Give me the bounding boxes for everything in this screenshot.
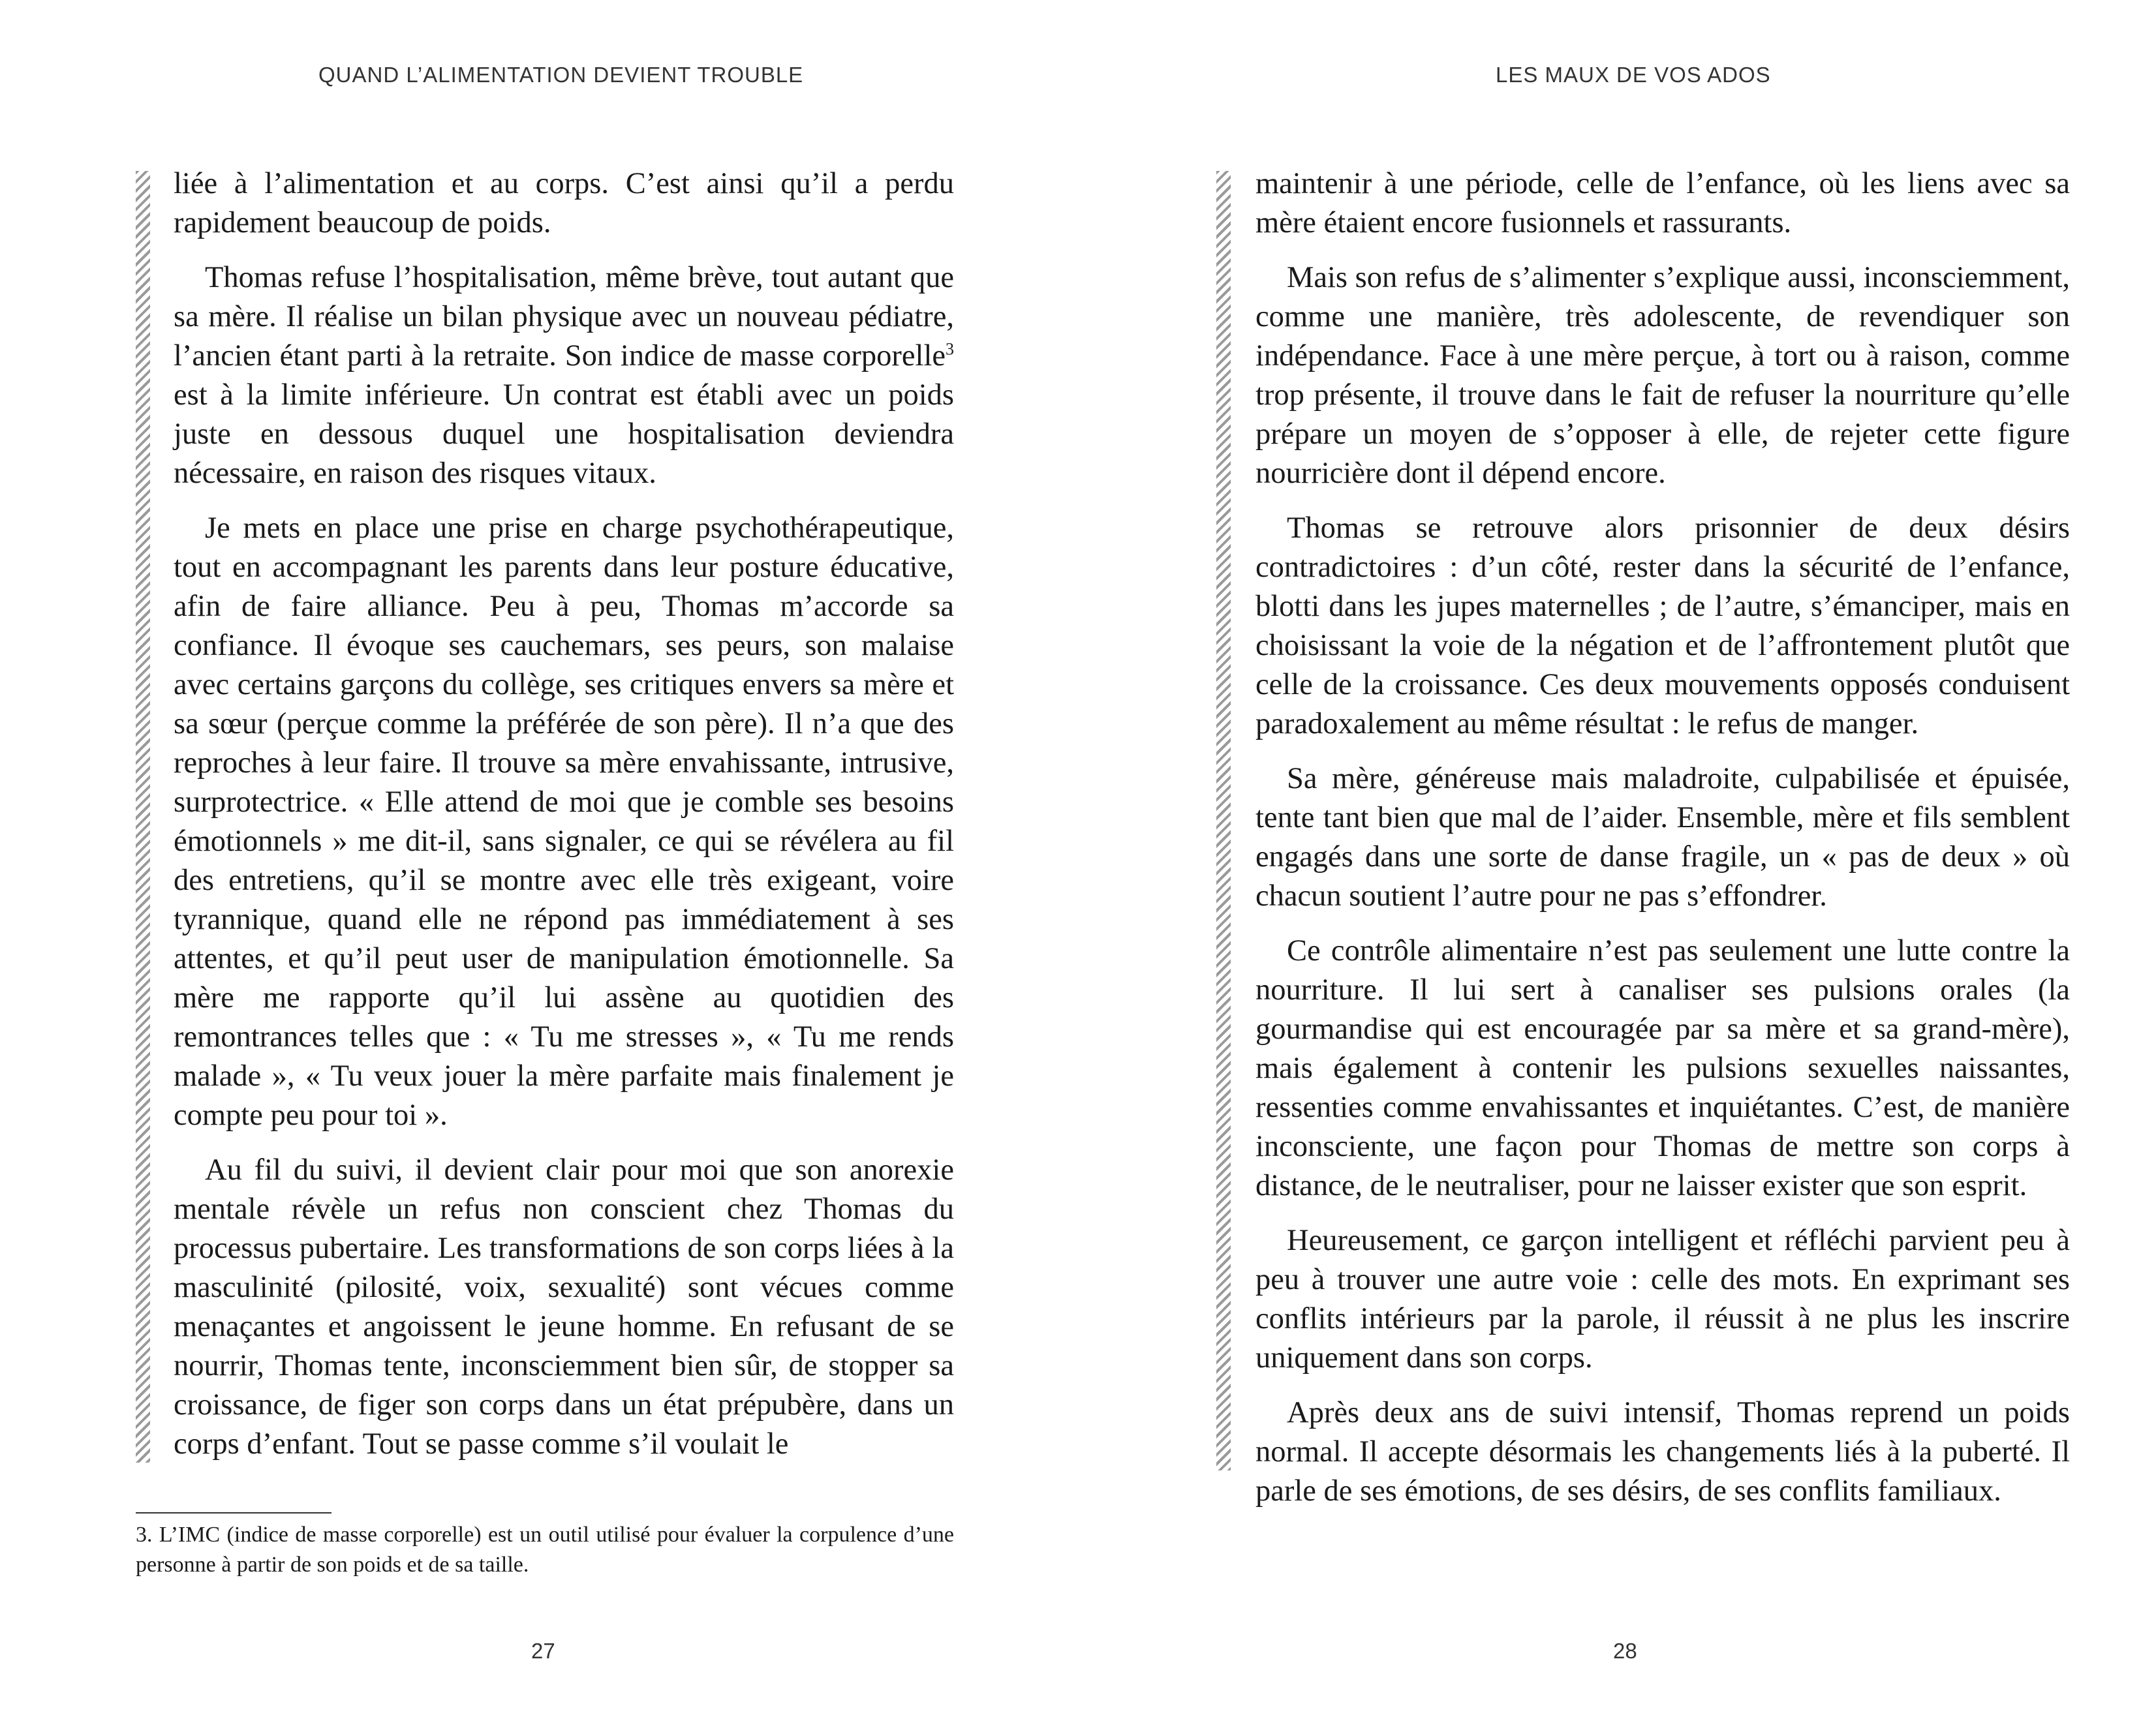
footnote-separator xyxy=(136,1512,331,1513)
body-text-left xyxy=(174,164,954,1480)
paragraph: Après deux ans de suivi intensif, Thomas reprend un poids normal. Il accepte désormais les changements liés à la puberté. Il parle de ses émotions, de ses désirs, de ses conflits familiaux. xyxy=(1255,1396,2070,1508)
paragraph: Mais son refus de s’alimenter s’explique aussi, inconsciemment, comme une manière, très adolescente, de revendiquer son indépendance. Face à une mère perçue, à tort ou à raison, comme trop présente, il trouve dans le fait de refuser la nourriture qu’elle prépare un moyen de s’opposer à elle, de rejeter cette figure nourricière dont il dépend encore. xyxy=(1255,261,2070,490)
page-number-right: 28 xyxy=(1613,1639,1637,1663)
paragraph: Au fil du suivi, il devient clair pour moi que son anorexie mentale révèle un refus non conscient chez Thomas du processus pubertaire. Les transformations de son corps liées à la masculinité (pilosité, voix, sexualité) sont vécues comme menaçantes et angoissent le jeune homme. En refusant de se nourrir, Thomas tente, inconsciemment bien sûr, de stopper sa croissance, de figer son corps dans un état prépubère, dans un corps d’enfant. Tout se passe comme s’il voulait le xyxy=(174,1153,954,1461)
paragraph: liée à l’alimentation et au corps. C’est ainsi qu’il a perdu rapidement beaucoup de poids. xyxy=(174,167,954,239)
right-page xyxy=(1078,0,2156,1734)
paragraph: maintenir à une période, celle de l’enfance, où les liens avec sa mère étaient encore fusionnels et rassurants. xyxy=(1255,167,2070,239)
running-head-right: LES MAUX DE VOS ADOS xyxy=(1496,63,1771,87)
paragraph: Sa mère, généreuse mais maladroite, culpabilisée et épuisée, tente tant bien que mal de l’aider. Ensemble, mère et fils semblent engagés dans une sorte de danse fragile, un « pas de deux » où chacun soutient l’autre pour ne pas s’effondrer. xyxy=(1255,762,2070,913)
body-text-right xyxy=(1255,164,2070,1527)
page-number-left: 27 xyxy=(531,1639,555,1663)
paragraph: Heureusement, ce garçon intelligent et réfléchi parvient peu à peu à trouver une autre voie : celle des mots. En exprimant ses conflits intérieurs par la parole, il réussit à ne plus les inscrire uniquement dans son corps. xyxy=(1255,1224,2070,1375)
paragraph-text: Thomas refuse l’hospitalisation, même brève, tout autant que sa mère. Il réalise un bilan physique avec un nouveau pédiatre, l’ancien étant parti à la retraite. Son indice de masse corporelle xyxy=(174,261,954,373)
paragraph: Ce contrôle alimentaire n’est pas seulement une lutte contre la nourriture. Il lui sert à canaliser ses pulsions orales (la gourmandise qui est encouragée par sa mère et sa grand-mère), mais également à contenir les pulsions sexuelles naissantes, ressenties comme envahissantes et inquiétantes. C’est, de manière inconsciente, une façon pour Thomas de mettre son corps à distance, de le neutraliser, pour ne laisser exister que son esprit. xyxy=(1255,934,2070,1202)
footnote: 3. L’IMC (indice de masse corporelle) est un outil utilisé pour évaluer la corpulence d’une personne à partir de son poids et de sa taille. xyxy=(136,1523,954,1577)
hatched-margin-bar-right xyxy=(1216,171,1231,1470)
paragraph: Thomas se retrouve alors prisonnier de deux désirs contradictoires : d’un côté, rester dans la sécurité de l’enfance, blotti dans les jupes maternelles ; de l’autre, s’émanciper, mais en choisissant la voie de la négation et de l’affrontement plutôt que celle de la croissance. Ces deux mouvements opposés conduisent paradoxalement au même résultat : le refus de manger. xyxy=(1255,511,2070,740)
hatched-margin-bar-left xyxy=(136,171,150,1463)
paragraph: Je mets en place une prise en charge psychothérapeutique, tout en accompagnant les parents dans leur posture éducative, afin de faire alliance. Peu à peu, Thomas m’accorde sa confiance. Il évoque ses cauchemars, ses peurs, son malaise avec certains garçons du collège, ses critiques envers sa mère et sa sœur (perçue comme la préférée de son père). Il n’a que des reproches à leur faire. Il trouve sa mère envahissante, intrusive, surprotectrice. « Elle attend de moi que je comble ses besoins émotionnels » me dit-il, sans signaler, ce qui se révélera au fil des entretiens, qu’il se montre avec elle très exigeant, voire tyrannique, quand elle ne répond pas immédiatement à ses attentes, et qu’il peut user de manipulation émotionnelle. Sa mère me rapporte qu’il lui assène au quotidien des remontrances telles que : « Tu me stresses », « Tu me rends malade », « Tu veux jouer la mère parfaite mais finalement je compte peu pour toi ». xyxy=(174,511,954,1132)
paragraph-text: est à la limite inférieure. Un contrat est établi avec un poids juste en dessous duquel une hospitalisation deviendra nécessaire, en raison des risques vitaux. xyxy=(174,378,954,490)
footnote-reference: 3 xyxy=(946,339,954,359)
running-head-left: QUAND L’ALIMENTATION DEVIENT TROUBLE xyxy=(318,63,804,87)
paragraph xyxy=(174,258,954,493)
